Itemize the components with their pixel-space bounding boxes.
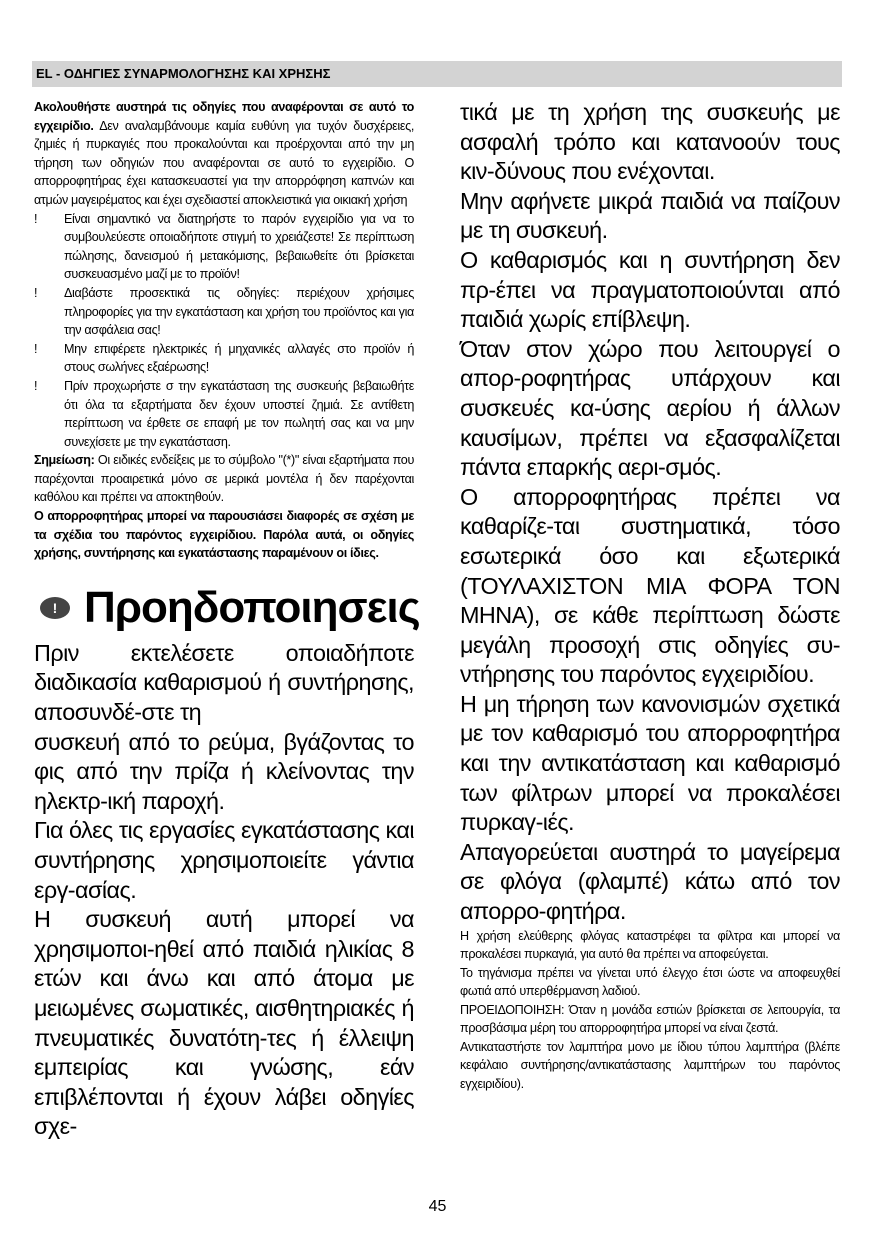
intro-text: Δεν αναλαμβάνουμε καμία ευθύνη για τυχόν δυσχέρειες, ζημιές ή πυρκαγιές που προκαλούνται και προέρχονται από την μη τήρηση των οδηγιών που αναφέρονται σε αυτό το εγχειρίδιο. Ο απορροφητήρας έχει κατασκευαστεί για την απορρόφηση καπνών και ατμών μαγειρέματος και έχει σχεδιαστεί αποκλειστικά για οικιακή χρήση — [34, 118, 414, 207]
warning-paragraph: Μην αφήνετε μικρά παιδιά να παίζουν με τη συσκευή. — [460, 187, 840, 244]
warning-paragraph: Ο απορροφητήρας πρέπει να καθαρίζε-ται συστηματικά, τόσο εσωτερικά όσο και εξωτερικά (ΤΟΥΛΑΧΙΣΤΟΝ ΜΙΑ ΦΟΡΑ ΤΟΝ ΜΗΝΑ), σε κάθε περίπτωση δώστε μεγάλη προσοχή στις οδηγίες συ-ντήρησης του παρόντος εγχειριδίου. — [460, 483, 840, 688]
exclamation-icon: ! — [34, 378, 38, 393]
warning-small-paragraph: Η χρήση ελεύθερης φλόγας καταστρέφει τα φίλτρα και μπορεί να προκαλέσει πυρκαγιά, για αυτό θα πρέπει να αποφεύγεται. — [460, 928, 840, 962]
bullet-item — [34, 340, 414, 377]
bullet-item — [34, 377, 414, 451]
warning-small-paragraph: Το τηγάνισμα πρέπει να γίνεται υπό έλεγχο έτσι ώστε να αποφευχθεί φωτιά από υπερθέρμανση λαδιού. — [460, 965, 840, 999]
bullet-item — [34, 284, 414, 340]
warning-paragraph: Απαγορεύεται αυστηρά το μαγείρεμα σε φλόγα (φλαμπέ) κάτω από τον απορρο-φητήρα. — [460, 838, 840, 925]
note-text: Οι ειδικές ενδείξεις με το σύμβολο "(*)" είναι εξαρτήματα που παρέχονται προαιρετικά μόνο σε μερικά μοντέλα ή δεν παρέχονται καθόλου και πρέπει να αποκτηθούν. — [34, 453, 414, 505]
warning-paragraph: Για όλες τις εργασίες εγκατάστασης και συντήρησης χρησιμοποιείτε γάντια εργ-ασίας. — [34, 817, 414, 903]
warning-paragraph: Ο καθαρισμός και η συντήρηση δεν πρ-έπει να πραγματοποιούνται από παιδιά χωρίς επίβλεψη. — [460, 246, 840, 333]
intro-paragraph — [34, 98, 414, 210]
section-header: EL - ΟΔΗΓΙΕΣ ΣΥΝΑΡΜΟΛΟΓΗΣΗΣ ΚΑΙ ΧΡΗΣΗΣ — [32, 61, 842, 87]
bullet-text: Είναι σημαντικό να διατηρήστε το παρόν εγχειρίδιο για να το συμβουλεύεστε οποιαδήποτε στιγμή το χρειάζεστε! Σε περίπτωση πώλησης, δανεισμού ή μετακόμισης, βεβαιωθείτε ότι βρίσκεται συσκευασμένο μαζί με το προϊόν! — [64, 211, 414, 282]
intro-bold-lead: Ακολουθήστε αυστηρά τις οδηγίες που αναφέρονται σε αυτό το εγχειρίδιο. — [34, 100, 414, 133]
warning-paragraph: συσκευή από το ρεύμα, βγάζοντας το φις από την πρίζα ή κλείνοντας την ηλεκτρ-ική παροχή. — [34, 728, 414, 814]
warning-paragraph: Πριν εκτελέσετε οποιαδήποτε διαδικασία καθαρισμού ή συντήρησης, αποσυνδέ-στε τη — [34, 639, 414, 726]
left-column — [34, 98, 420, 1142]
warning-paragraph: Η συσκευή αυτή μπορεί να χρησιμοποι-ηθεί από παιδιά ηλικίας 8 ετών και άνω και από άτομα με μειωμένες σωματικές, αισθητηριακές ή πνευματικές δυνατότη-τες ή έλλειψη εμπειρίας και γνώσης, εάν επιβλέπονται ή έχουν λάβει οδηγίες σχε- — [34, 906, 414, 1140]
note-paragraph — [34, 451, 414, 507]
exclamation-icon: ! — [34, 211, 38, 226]
bullet-item — [34, 210, 414, 284]
bold-notice — [34, 507, 414, 563]
bold-notice-text: Ο απορροφητήρας μπορεί να παρουσιάσει διαφορές σε σχέση με τα σχέδια του παρόντος εγχειρίδιου. Παρόλα αυτά, οι οδηγίες χρήσης, συντήρησης και εγκατάστασης παραμένουν οι ίδιες. — [34, 509, 414, 561]
warnings-title: Προηδοποιησεις — [84, 582, 420, 632]
warning-paragraph: τικά με τη χρήση της συσκευής με ασφαλή τρόπο και κατανοούν τους κιν-δύνους που ενέχονται. — [460, 99, 840, 185]
page-number: 45 — [428, 1198, 447, 1215]
exclamation-icon: ! — [34, 285, 38, 300]
warning-paragraph: Όταν στον χώρο που λειτουργεί ο απορ-ροφητήρας υπάρχουν και συσκευές κα-ύσης αερίου ή άλλων καυσίμων, πρέπει να εξασφαλίζεται πάντα επαρκής αερι-σμός. — [460, 335, 840, 481]
warning-paragraph: Η μη τήρηση των κανονισμών σχετικά με τον καθαρισμό του απορροφητήρα και την αντικατάσταση και καθαρισμό των φίλτρων μπορεί να προκαλέσει πυρκαγ-ιές. — [460, 690, 840, 836]
warning-icon: ! — [40, 597, 70, 619]
note-label: Σημείωση: — [34, 453, 95, 468]
bullet-text: Μην επιφέρετε ηλεκτρικές ή μηχανικές αλλαγές στο προϊόν ή στους σωλήνες εξαέρωσης! — [64, 341, 414, 375]
bullet-text: Πρίν προχωρήστε σ την εγκατάσταση της συσκευής βεβαιωθήτε ότι όλα τα εξαρτήματα δεν έχουν υποστεί ζημιά. Σε αντίθετη περίπτωση να έρθετε σε επαφή με τον πωλητή σας και να μην συνεχίσετε με την εγκατάσταση. — [64, 378, 414, 449]
bullet-text: Διαβάστε προσεκτικά τις οδηγίες: περιέχουν χρήσιμες πληροφορίες για την εγκατάσταση και χρήση του προϊόντος και για την ασφάλεια σας! — [64, 285, 414, 338]
exclamation-icon: ! — [34, 341, 38, 356]
warning-small-paragraph: Αντικαταστήστε τον λαμπτήρα μονο με ίδιου τύπου λαμπτήρα (βλέπε κεφάλαιο συντήρησης/αντικατάστασης λαμπτήρων του παρόντος εγχειριδίου). — [460, 1039, 840, 1091]
warnings-heading — [34, 577, 420, 639]
warning-small-paragraph: ΠΡΟΕΙΔΟΠΟΙΗΣΗ: Όταν η μονάδα εστιών βρίσκεται σε λειτουργία, τα προσβάσιμα μέρη του απορροφητήρα μπορεί να είναι ζεστά. — [460, 1002, 840, 1036]
right-column — [460, 98, 840, 1093]
